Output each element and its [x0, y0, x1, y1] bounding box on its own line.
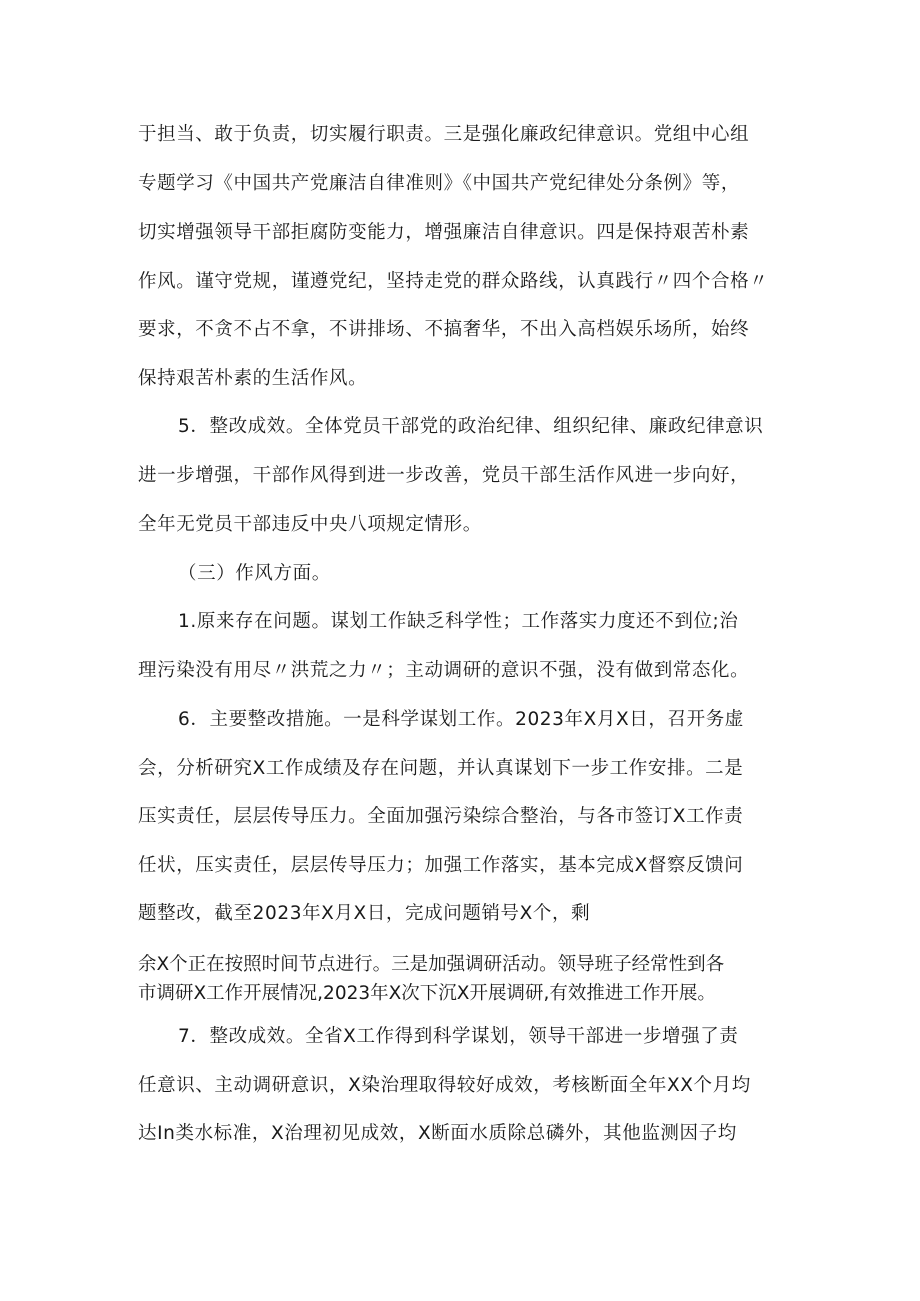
section-heading: （三）作风方面。 — [178, 563, 331, 584]
paragraph-line: 于担当、敢于负责，切实履行职责。三是强化廉政纪律意识。党组中心组 — [138, 124, 750, 145]
paragraph-line: 压实责任，层层传导压力。全面加强污染综合整治，与各市签订X工作责 — [138, 806, 744, 827]
paragraph-line: 6．主要整改措施。一是科学谋划工作。2023年X月X日，召开务虚 — [178, 709, 744, 730]
paragraph-line: 理污染没有用尽〃洪荒之力〃；主动调研的意识不强，没有做到常态化。 — [138, 660, 750, 681]
paragraph-line: 任意识、主动调研意识，X染治理取得较好成效，考核断面全年XX个月均 — [138, 1075, 751, 1096]
paragraph-line: 作风。谨守党规，谨遵党纪，坚持走党的群众路线，认真践行〃四个合格〃 — [138, 271, 769, 292]
paragraph-line: 全年无党员干部违反中央八项规定情形。 — [138, 514, 482, 535]
paragraph-line: 保持艰苦朴素的生活作风。 — [138, 368, 368, 389]
paragraph-line: 进一步增强，干部作风得到进一步改善，党员干部生活作风进一步向好， — [138, 465, 750, 486]
paragraph-line: 专题学习《中国共产党廉洁自律准则》《中国共产党纪律处分条例》等， — [138, 173, 740, 194]
paragraph-line: 会，分析研究X工作成绩及存在问题，并认真谋划下一步工作安排。二是 — [138, 758, 744, 779]
paragraph-line: 切实增强领导干部拒腐防变能力，增强廉洁自律意识。四是保持艰苦朴素 — [138, 222, 750, 243]
paragraph-line: 达In类水标准，X治理初见成效，X断面水质除总磷外，其他监测因子均 — [138, 1123, 737, 1144]
paragraph-line: 市调研X工作开展情况,2023年X次下沉X开展调研,有效推进工作开展。 — [138, 983, 716, 1004]
paragraph-line: 5．整改成效。全体党员干部党的政治纪律、组织纪律、廉政纪律意识 — [178, 416, 764, 437]
paragraph-line: 要求，不贪不占不拿，不讲排场、不搞奢华，不出入高档娱乐场所，始终 — [138, 319, 750, 340]
paragraph-line: 7．整改成效。全省X工作得到科学谋划，领导干部进一步增强了责 — [178, 1026, 739, 1047]
paragraph-line: 任状，压实责任，层层传导压力；加强工作落实，基本完成X督察反馈问 — [138, 855, 744, 876]
paragraph-line: 题整改，截至2023年X月X日，完成问题销号X个，剩 — [138, 903, 591, 924]
paragraph-line: 1.原来存在问题。谋划工作缺乏科学性；工作落实力度还不到位;治 — [178, 611, 739, 632]
paragraph-line: 余X个正在按照时间节点进行。三是加强调研活动。领导班子经常性到各 — [138, 954, 725, 975]
